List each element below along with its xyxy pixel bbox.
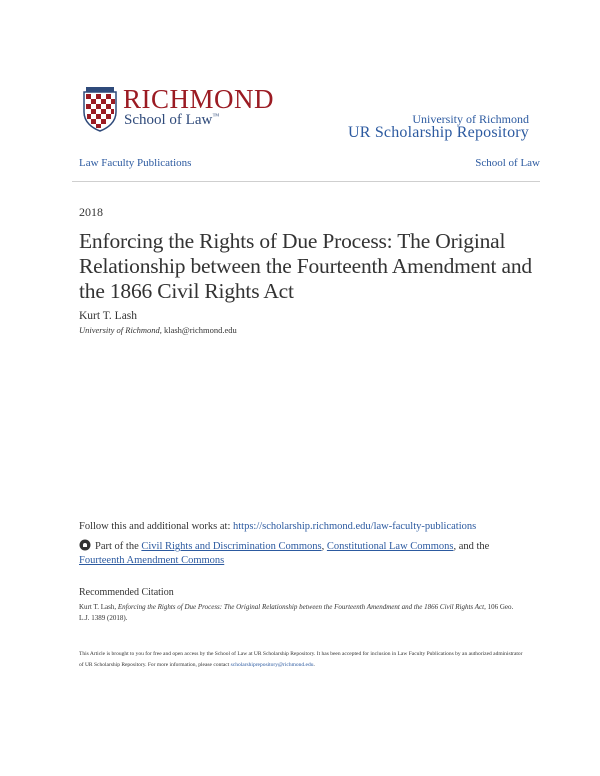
recommended-citation-heading: Recommended Citation [79,587,174,598]
part-of-prefix: Part of the [95,541,142,552]
header-divider [72,181,540,182]
separator: , and the [453,541,490,552]
notice-end: . [313,661,315,668]
shield-icon [83,86,117,132]
access-notice [79,649,524,670]
publication-year: 2018 [79,205,103,219]
author-affiliation [79,325,237,335]
follow-line [79,521,476,532]
article-title: Enforcing the Rights of Due Process: The Original Relationship between the Fourteenth Amendment and the 1866 Civil Rights Act [79,229,532,303]
affiliation-email: , klash@richmond.edu [159,325,237,335]
school-of-law-link[interactable]: School of Law [475,157,540,169]
constitutional-law-commons-link[interactable]: Constitutional Law Commons [326,541,454,552]
affiliation-institution: University of Richmond [79,325,160,335]
repository-name[interactable]: UR Scholarship Repository [348,124,529,141]
open-access-icon [79,539,91,551]
separator: , [321,541,327,552]
notice-text: This Article is brought to you for free and open access by the School of Law at UR Scholarship Repository. It has been accepted for inclusion in Law Faculty Publications by an authorized administrator of UR Scholarship Repository. For more information, please contact [79,651,523,668]
fourteenth-amendment-commons-link[interactable]: Fourteenth Amendment Commons [79,555,225,566]
civil-rights-commons-link[interactable]: Civil Rights and Discrimination Commons [141,541,322,552]
logo-school-of-law: School of Law™ [124,112,220,128]
part-of-line [79,539,529,568]
citation-source: , 106 Geo. L.J. 1389 (2018). [79,603,514,622]
logo-wordmark: RICHMOND [123,84,275,114]
university-logo [83,86,288,142]
follow-prefix: Follow this and additional works at: [79,521,233,532]
citation-author: Kurt T. Lash, [79,603,118,611]
author-name: Kurt T. Lash [79,310,138,322]
collection-url-link[interactable]: https://scholarship.richmond.edu/law-faculty-publications [233,521,477,532]
contact-email-link[interactable]: scholarshiprepository@richmond.edu [230,661,314,668]
law-faculty-publications-link[interactable]: Law Faculty Publications [79,157,192,169]
citation-title: Enforcing the Rights of Due Process: The Original Relationship between the Fourteenth Amendment and the 1866 Civil Rights Act [117,603,485,611]
university-name[interactable]: University of Richmond [412,112,529,126]
citation-text [79,602,524,624]
